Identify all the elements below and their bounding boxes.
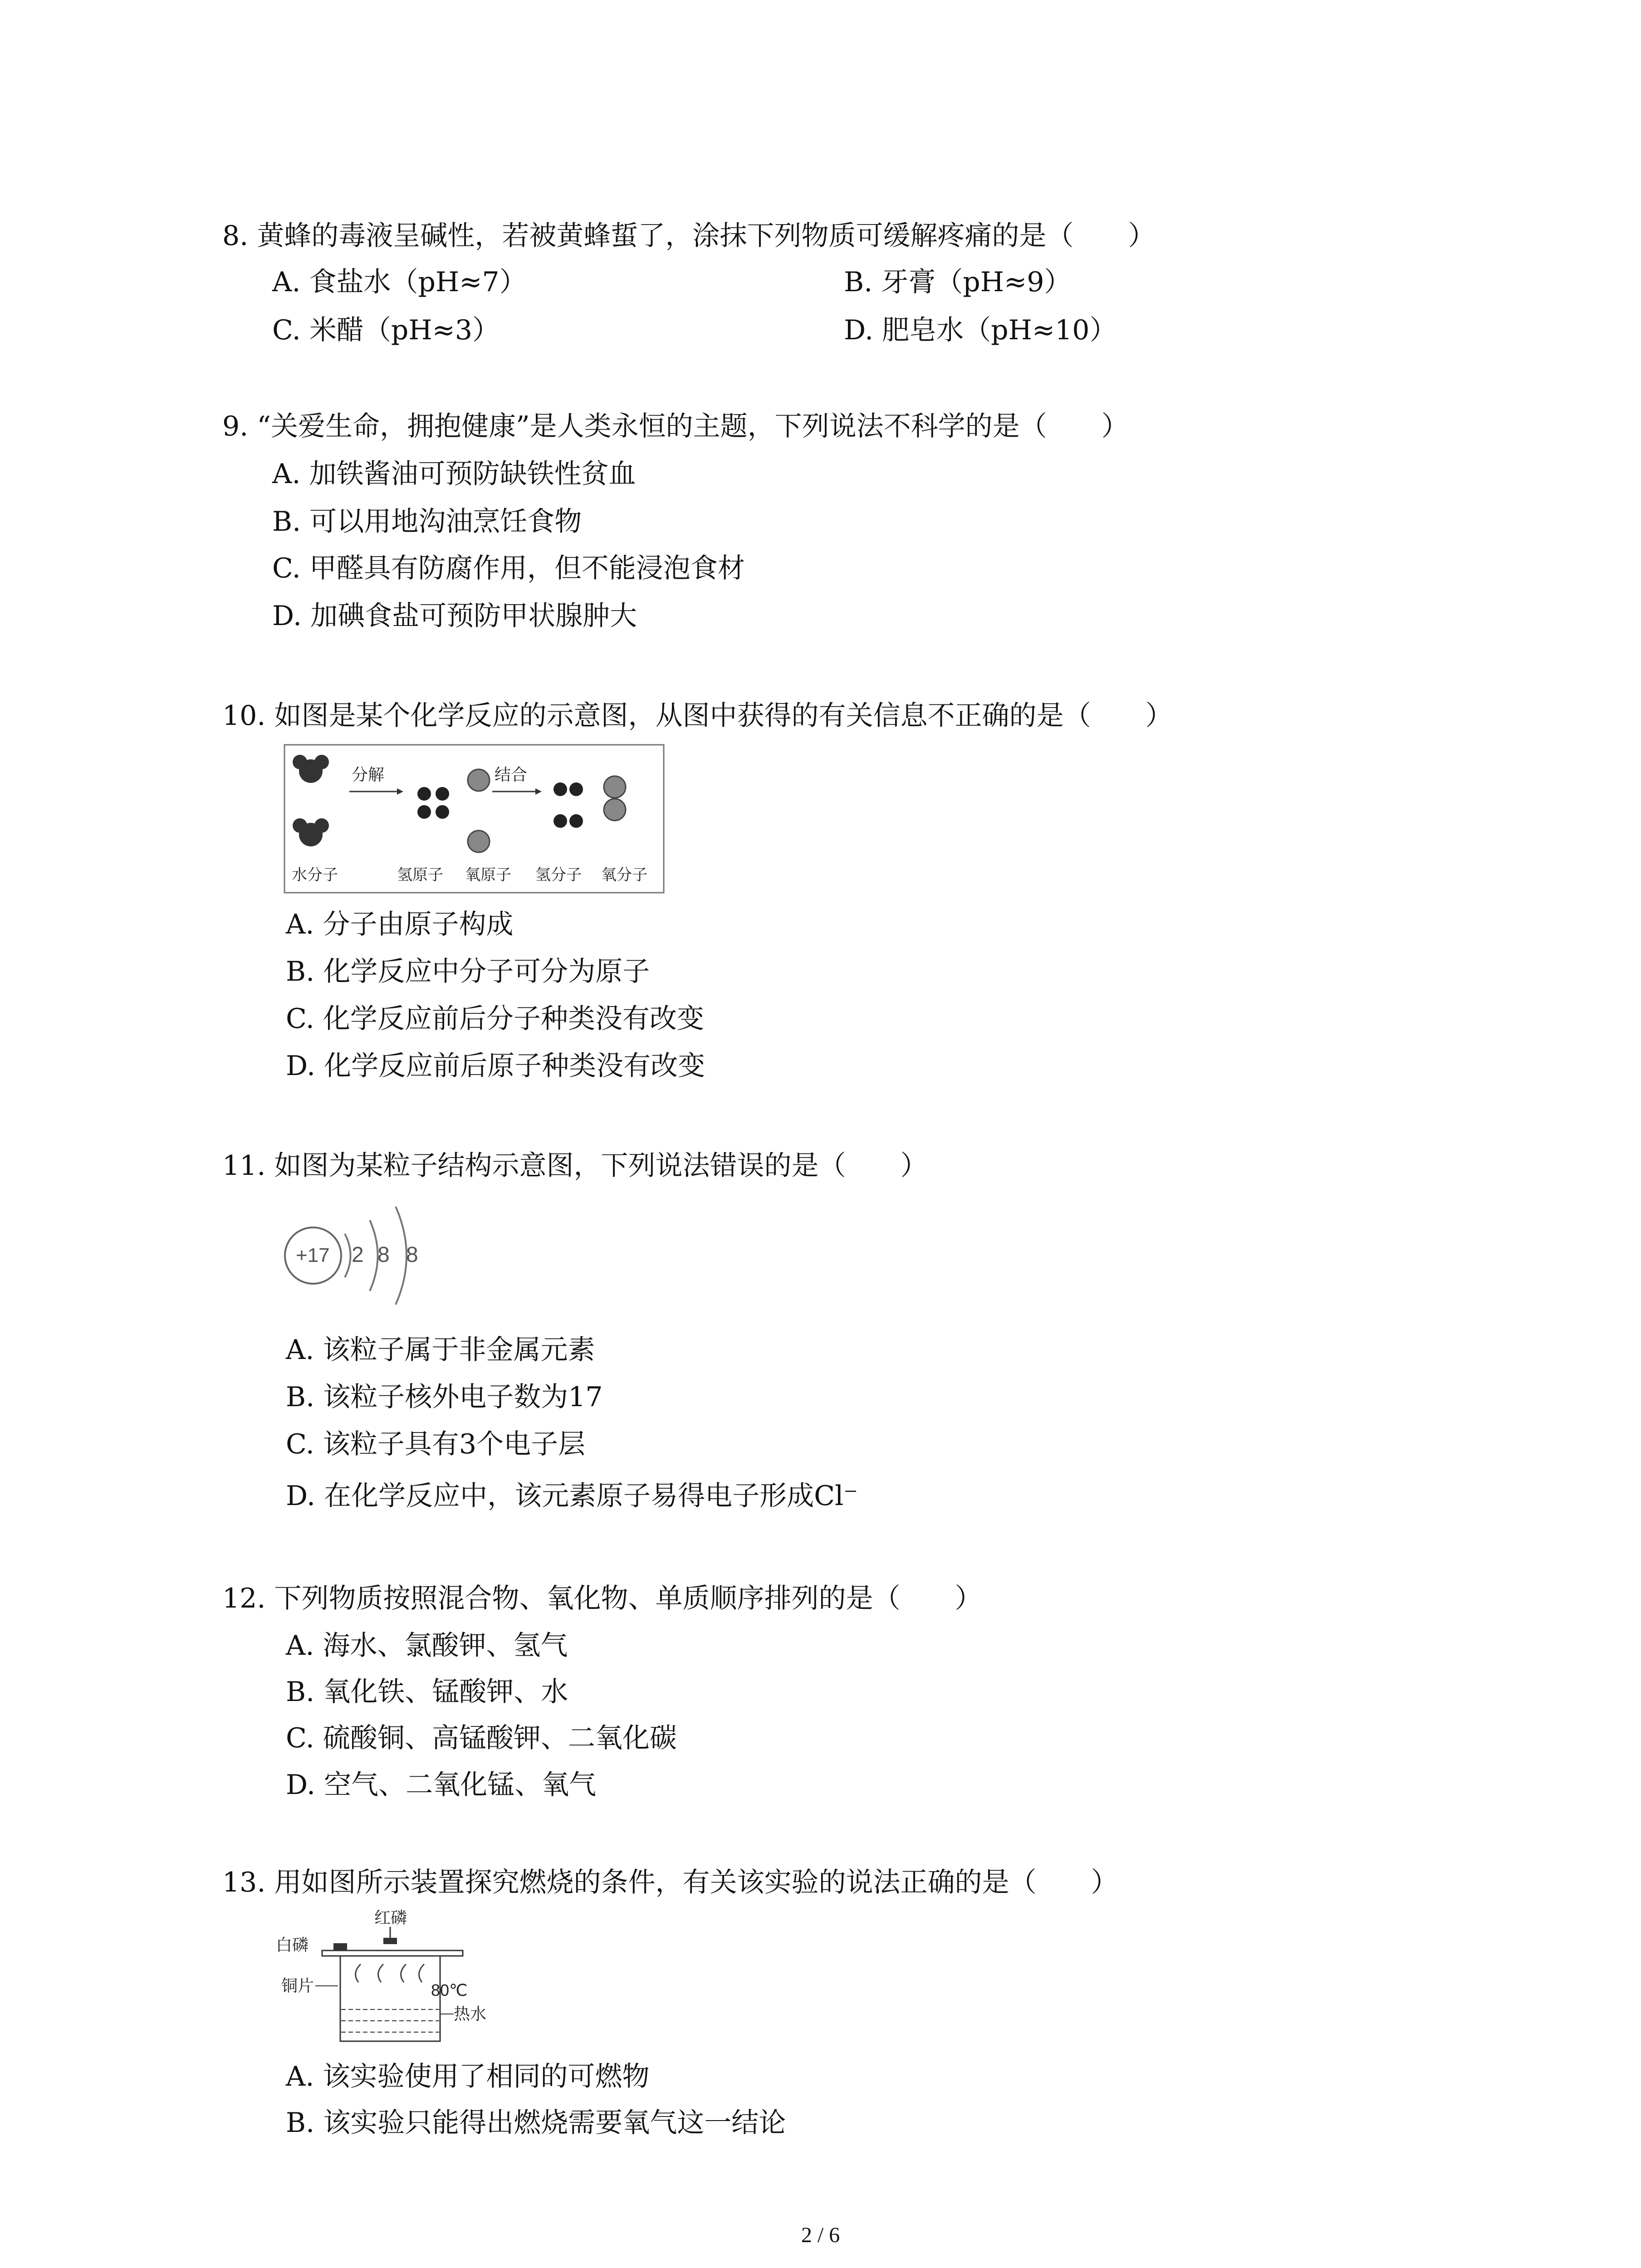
q13-option-b: B. 该实验只能得出燃烧需要氧气这一结论 (286, 2107, 786, 2139)
arrow-combine-label: 结合 (495, 765, 528, 784)
label-hot-water: 热水 (454, 2004, 487, 2023)
reaction-diagram (284, 744, 665, 894)
label-o-atom: 氧原子 (465, 866, 511, 884)
q10-option-d: D. 化学反应前后原子种类没有改变 (286, 1050, 705, 1082)
label-temperature: 80℃ (431, 1981, 468, 1999)
q11-option-b: B. 该粒子核外电子数为17 (286, 1381, 603, 1413)
q10-option-b: B. 化学反应中分子可分为原子 (286, 956, 650, 987)
atom-structure-diagram (277, 1188, 467, 1325)
q8-option-c: C. 米醋（pH≈3） (272, 314, 500, 346)
q9-option-d: D. 加碘食盐可预防甲状腺肿大 (272, 600, 637, 632)
q11-option-a: A. 该粒子属于非金属元素 (286, 1334, 595, 1366)
question-8-stem: 8. 黄蜂的毒液呈碱性，若被黄蜂蜇了，涂抹下列物质可缓解疼痛的是（ ） (222, 220, 1156, 252)
label-h2: 氢分子 (535, 866, 582, 884)
nucleus-charge: +17 (296, 1244, 330, 1266)
arrow-decompose-label: 分解 (352, 765, 385, 784)
q10-option-a: A. 分子由原子构成 (286, 909, 514, 940)
label-o2: 氧分子 (601, 866, 647, 884)
combustion-apparatus (272, 1905, 508, 2055)
q13-option-a: A. 该实验使用了相同的可燃物 (286, 2061, 650, 2092)
question-10-stem: 10. 如图是某个化学反应的示意图，从图中获得的有关信息不正确的是（ ） (222, 700, 1173, 732)
q11-option-d: D. 在化学反应中，该元素原子易得电子形成Cl⁻ (286, 1480, 858, 1512)
q8-option-d: D. 肥皂水（pH≈10） (844, 314, 1117, 346)
q12-option-c: C. 硫酸铜、高锰酸钾、二氧化碳 (286, 1722, 677, 1754)
q8-option-a: A. 食盐水（pH≈7） (272, 266, 527, 298)
q12-option-b: B. 氧化铁、锰酸钾、水 (286, 1676, 568, 1708)
q9-option-a: A. 加铁酱油可预防缺铁性贫血 (272, 458, 636, 490)
label-copper-plate: 铜片 (281, 1976, 314, 1995)
label-white-phosphorus: 白磷 (276, 1936, 309, 1954)
shell-1-electrons: 2 (352, 1243, 364, 1267)
label-red-phosphorus: 红磷 (374, 1908, 407, 1927)
question-12-stem: 12. 下列物质按照混合物、氧化物、单质顺序排列的是（ ） (222, 1583, 982, 1614)
question-13-stem: 13. 用如图所示装置探究燃烧的条件，有关该实验的说法正确的是（ ） (222, 1867, 1118, 1898)
question-11-stem: 11. 如图为某粒子结构示意图，下列说法错误的是（ ） (222, 1150, 928, 1182)
page-number: 2 / 6 (801, 2223, 840, 2247)
shell-3-electrons: 8 (406, 1243, 418, 1267)
label-h-atom: 氢原子 (397, 866, 443, 884)
q11-option-c: C. 该粒子具有3个电子层 (286, 1428, 586, 1460)
question-9-stem: 9. “关爱生命，拥抱健康”是人类永恒的主题，下列说法不科学的是（ ） (222, 411, 1129, 442)
q12-option-a: A. 海水、氯酸钾、氢气 (286, 1630, 568, 1662)
shell-2-electrons: 8 (377, 1243, 390, 1267)
q9-option-c: C. 甲醛具有防腐作用，但不能浸泡食材 (272, 552, 745, 584)
q12-option-d: D. 空气、二氧化锰、氧气 (286, 1769, 597, 1801)
q10-option-c: C. 化学反应前后分子种类没有改变 (286, 1003, 704, 1035)
q9-option-b: B. 可以用地沟油烹饪食物 (272, 506, 582, 538)
label-water: 水分子 (292, 866, 338, 884)
q8-option-b: B. 牙膏（pH≈9） (844, 266, 1072, 298)
